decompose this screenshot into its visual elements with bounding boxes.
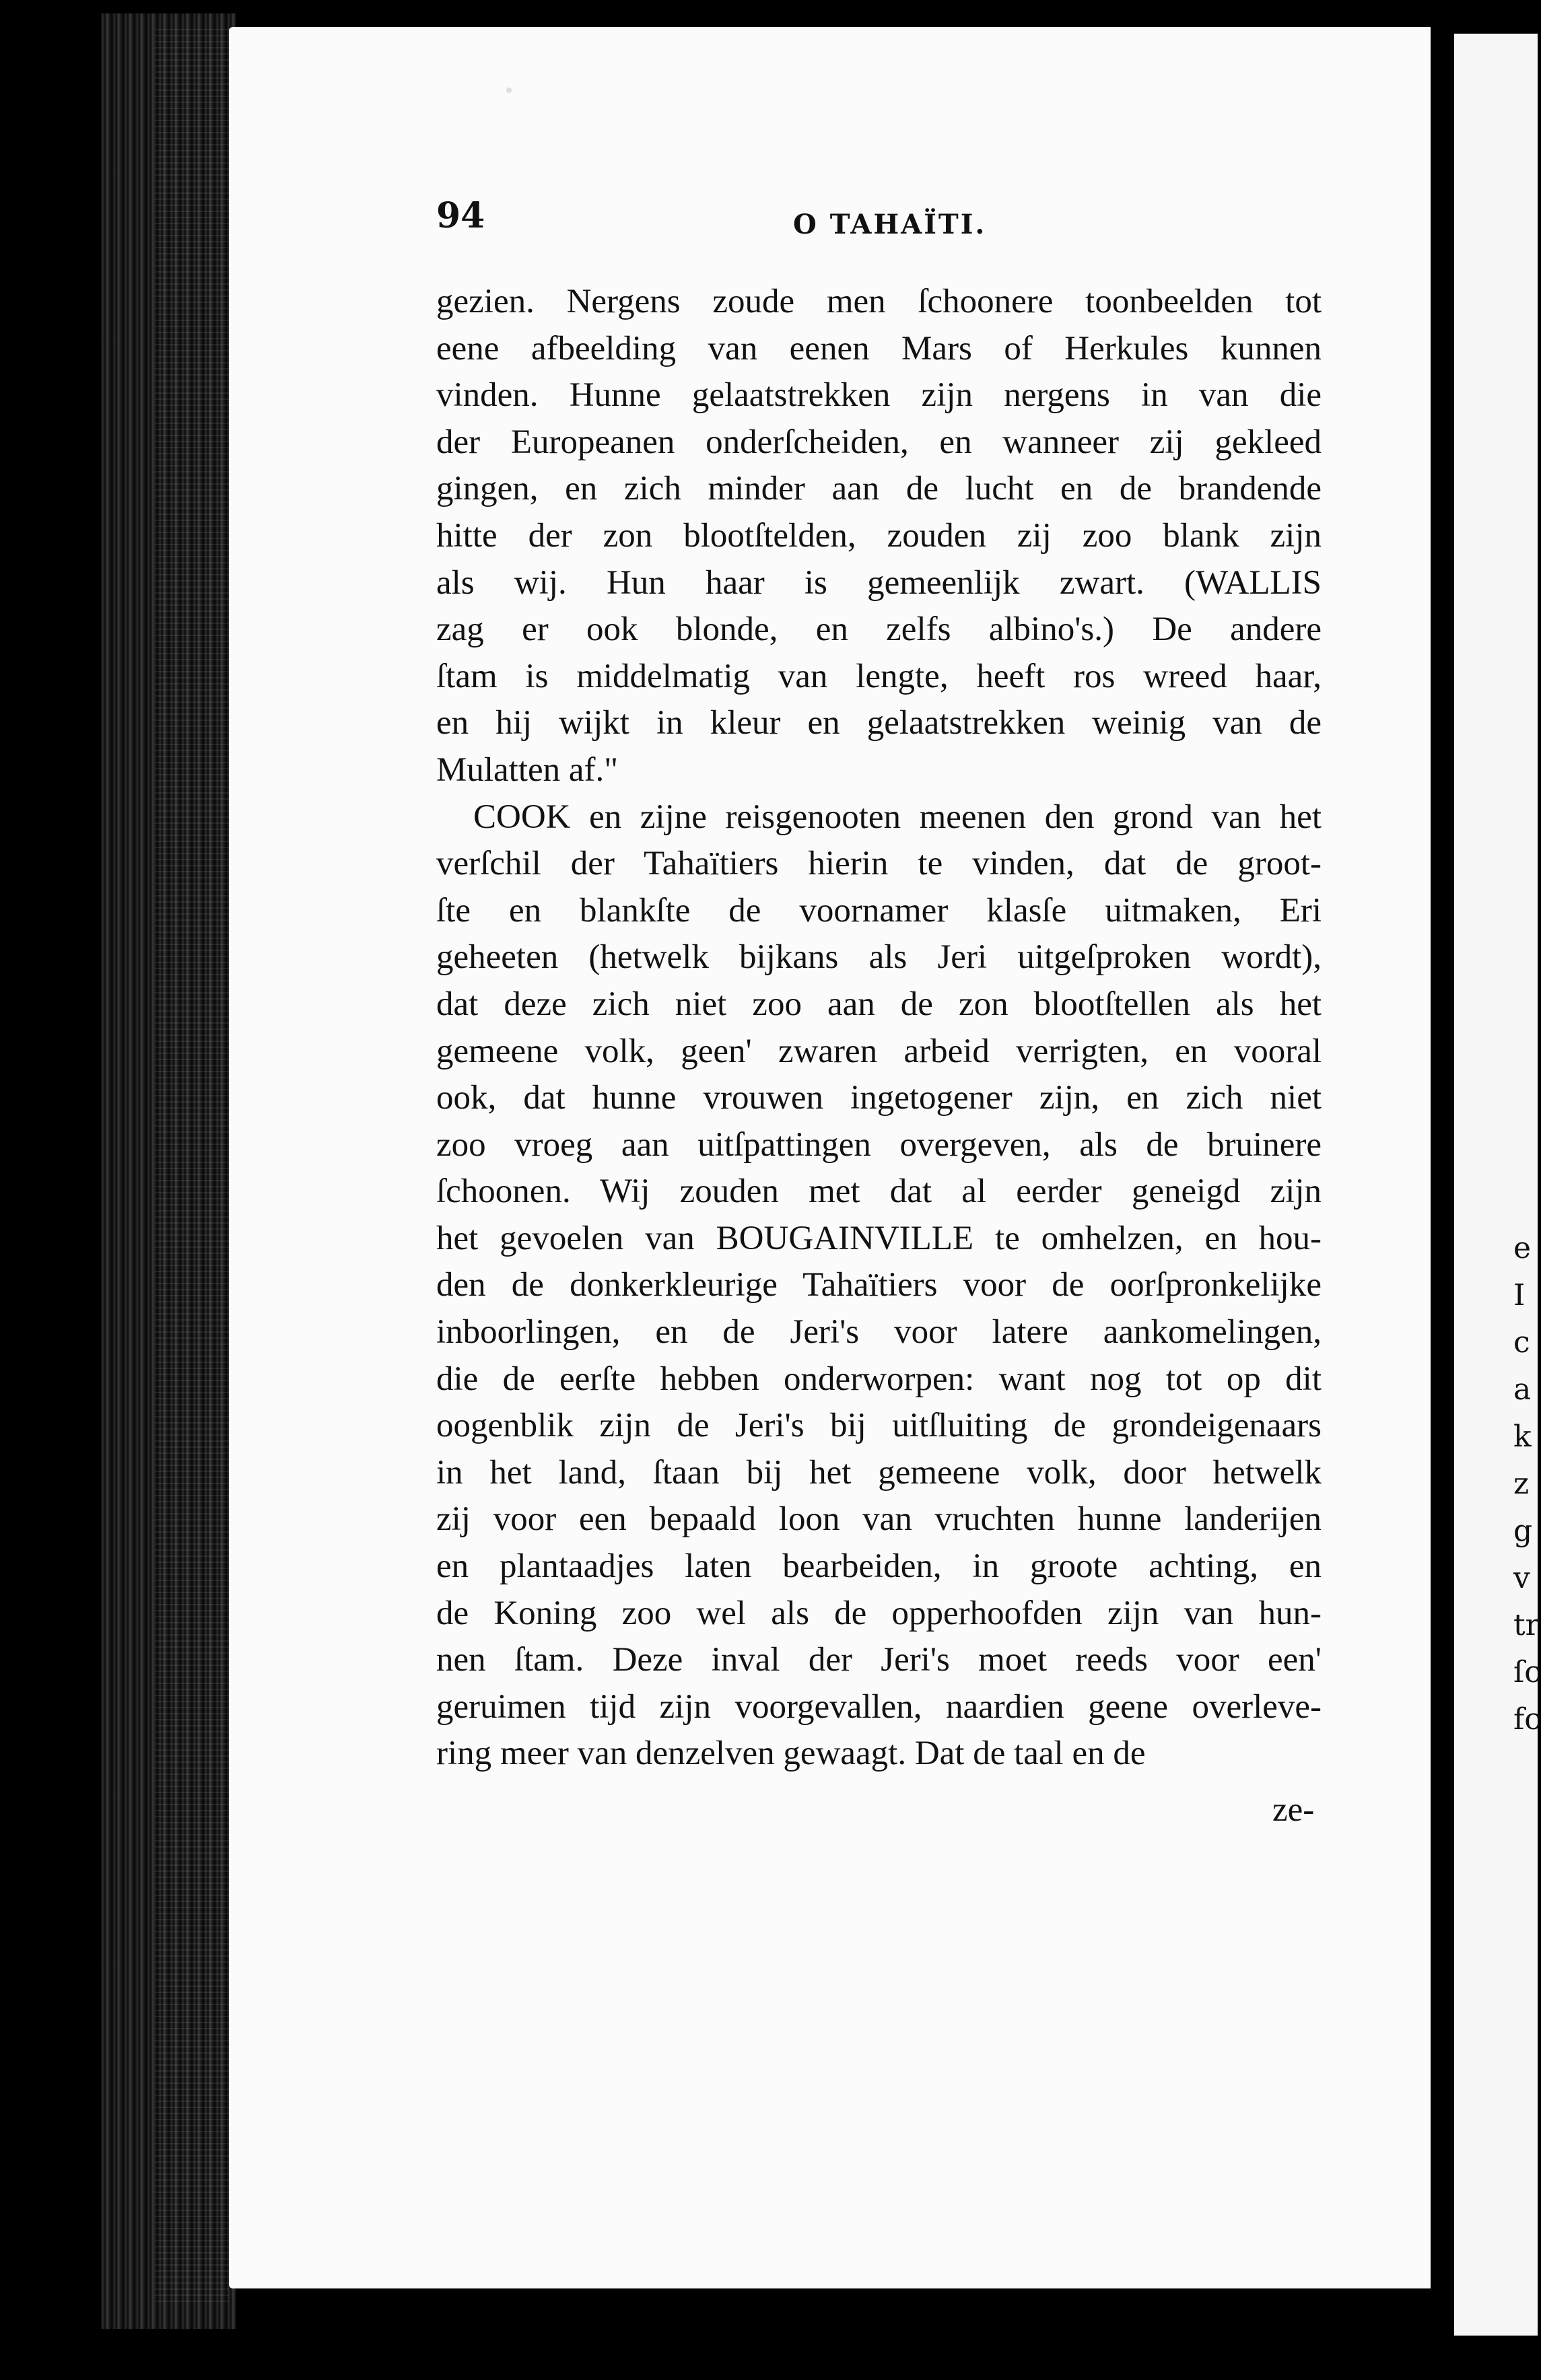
text-line: als wij. Hun haar is gemeenlijk zwart. (WALLIS: [436, 563, 1322, 602]
text-line: ring meer van denzelven gewaagt. Dat de taal en de: [436, 1735, 1146, 1773]
text-line: ook, dat hunne vrouwen ingetogener zijn, en zich niet: [436, 1079, 1322, 1117]
text-line: hitte der zon blootſtelden, zouden zij zoo blank zijn: [436, 516, 1322, 555]
page-header: [436, 195, 1322, 249]
facing-page: [1454, 34, 1541, 2336]
text-line: nen ſtam. Deze inval der Jeri's moet reeds voor een': [436, 1641, 1322, 1679]
text-line: geruimen tijd zijn voorgevallen, naardien geene overleve-: [436, 1687, 1322, 1726]
text-line: inboorlingen, en de Jeri's voor latere aankomelingen,: [436, 1313, 1322, 1352]
text-line: in het land, ſtaan bij het gemeene volk, door hetwelk: [436, 1453, 1322, 1492]
text-line: vinden. Hunne gelaatstrekken zijn nergens in van die: [436, 376, 1322, 415]
text-line: der Europeanen onderſcheiden, en wanneer zij gekleed: [436, 423, 1322, 461]
text-line: eene afbeelding van eenen Mars of Herkules kunnen: [436, 329, 1322, 368]
text-line: gemeene volk, geen' zwaren arbeid verrigten, en vooral: [436, 1032, 1322, 1070]
text-line: COOK en zijne reisgenooten meenen den grond van het: [473, 798, 1322, 836]
facing-page-fragment: c: [1513, 1325, 1530, 1360]
facing-page-fragment: v: [1513, 1561, 1530, 1595]
facing-page-fragment: e: [1513, 1231, 1532, 1265]
text-line: ſte en blankſte de voornamer klasſe uitmaken, Eri: [436, 891, 1322, 930]
facing-page-fragment: g: [1513, 1514, 1533, 1548]
text-line: geheeten (hetwelk bijkans als Jeri uitgeſproken wordt),: [436, 938, 1322, 977]
facing-page-fragment: ſc: [1513, 1655, 1541, 1689]
text-line: verſchil der Tahaïtiers hierin te vinden, dat de groot-: [436, 845, 1322, 883]
text-line: en plantaadjes laten bearbeiden, in groote achting, en: [436, 1547, 1322, 1586]
facing-page-fragment: fc: [1513, 1702, 1541, 1737]
facing-page-fragments: [1513, 1225, 1541, 1743]
facing-page-fragment: z: [1513, 1467, 1530, 1501]
text-line: den de donkerkleurige Tahaïtiers voor de oorſpronkelijke: [436, 1266, 1322, 1304]
text-line: de Koning zoo wel als de opperhoofden zijn van hun-: [436, 1594, 1322, 1632]
page-number: 94: [436, 195, 485, 236]
text-line: zag er ook blonde, en zelfs albino's.) De andere: [436, 610, 1322, 649]
facing-page-fragment: a: [1513, 1372, 1532, 1407]
facing-page-fragment: k: [1513, 1420, 1532, 1454]
text-line: het gevoelen van BOUGAINVILLE te omhelzen, en hou-: [436, 1219, 1322, 1257]
text-line: gingen, en zich minder aan de lucht en de brandende: [436, 470, 1322, 508]
text-line: zij voor een bepaald loon van vruchten hunne landerijen: [436, 1500, 1322, 1539]
body-text: [436, 279, 1322, 1778]
text-line: dat deze zich niet zoo aan de zon blootſtellen als het: [436, 985, 1322, 1023]
text-line: die de eerſte hebben onderworpen: want nog tot op dit: [436, 1360, 1322, 1398]
text-line: ſtam is middelmatig van lengte, heeft ros wreed haar,: [436, 657, 1322, 695]
text-line: zoo vroeg aan uitſpattingen overgeven, als de bruinere: [436, 1125, 1322, 1164]
paper-speck: [506, 88, 512, 93]
text-line: en hij wijkt in kleur en gelaatstrekken weinig van de: [436, 704, 1322, 742]
running-head: O TAHAÏTI.: [793, 209, 987, 240]
text-line: ſchoonen. Wij zouden met dat al eerder geneigd zijn: [436, 1172, 1322, 1211]
catchword: ze-: [1272, 1791, 1315, 1829]
text-line: gezien. Nergens zoude men ſchoonere toonbeelden tot: [436, 283, 1322, 320]
facing-page-fragment: tr: [1513, 1608, 1540, 1642]
text-line: oogenblik zijn de Jeri's bij uitſluiting de grondeigenaars: [436, 1407, 1322, 1445]
book-edge-texture: [155, 27, 229, 2302]
text-line: Mulatten af.": [436, 750, 619, 789]
facing-page-fragment: I: [1513, 1278, 1526, 1312]
